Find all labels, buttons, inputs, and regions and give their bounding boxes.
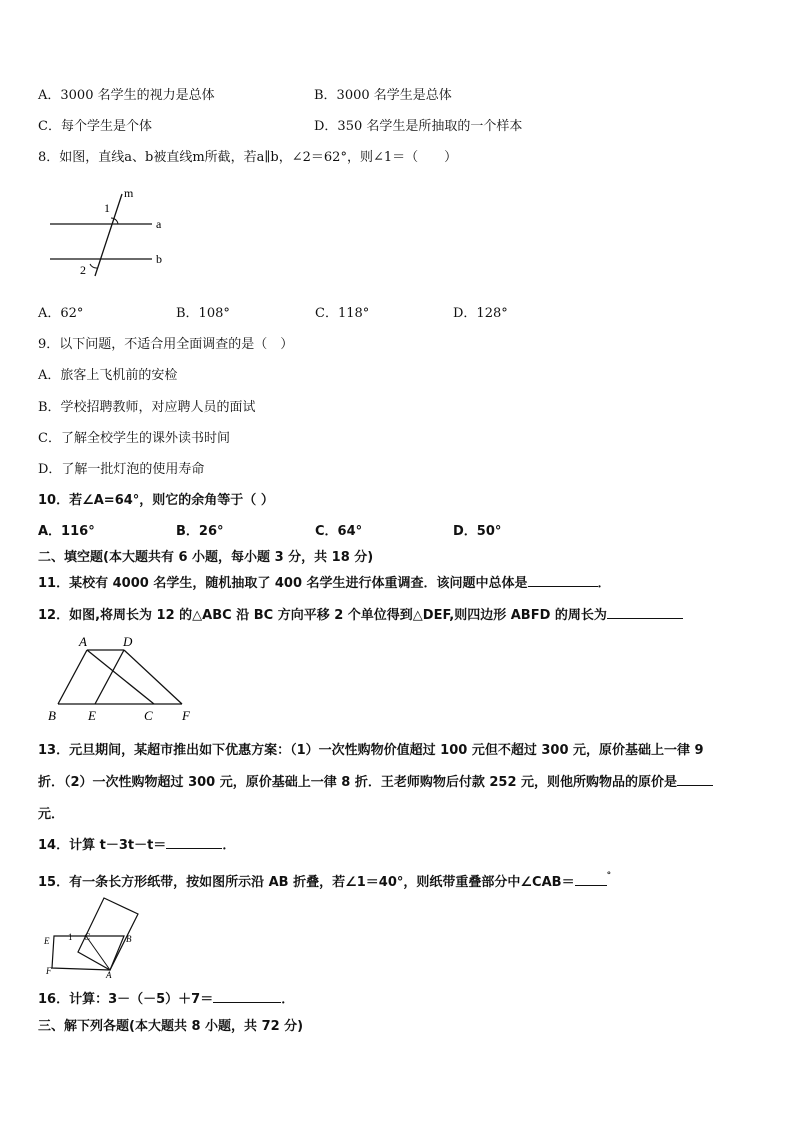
q15-label-c: C (84, 932, 91, 942)
q13-line1: 13．元旦期间，某超市推出如下优惠方案：（1）一次性购物价值超过 100 元但不超过 300 元，原价基础上一律 9 (38, 743, 704, 758)
q16-stem: 16．计算：3－（－5）＋7＝ (38, 992, 214, 1007)
q12-label-d: D (123, 634, 133, 649)
q9-option-b: B．学校招聘教师，对应聘人员的面试 (38, 400, 256, 415)
q14-stem: 14．计算 t－3t－t＝ (38, 838, 167, 853)
q15-label-f: F (46, 966, 52, 976)
q8-option-c: C．118° (315, 306, 370, 321)
q12-label-a: A (79, 634, 87, 649)
section-3-heading: 三、解下列各题(本大题共 8 小题，共 72 分) (38, 1019, 304, 1034)
q11-stem: 11．某校有 4000 名学生，随机抽取了 400 名学生进行体重调查．该问题中总体是 (38, 576, 528, 591)
q8-label-a: a (156, 217, 162, 231)
q7-option-c: C．每个学生是个体 (38, 119, 152, 134)
q11-end: ． (597, 576, 611, 591)
q8-option-d: D．128° (453, 306, 508, 321)
q7-option-d: D．350 名学生是所抽取的一个样本 (314, 119, 523, 134)
q13-line3: 元． (38, 807, 65, 822)
q12-answer-blank[interactable] (607, 606, 683, 619)
q14-text (38, 834, 235, 853)
q15-answer-blank[interactable] (575, 873, 607, 886)
q15-figure (40, 894, 150, 980)
q8-stem: 8．如图，直线a、b被直线m所截，若a∥b，∠2＝62°，则∠1＝（ ） (38, 150, 458, 165)
q8-option-a: A．62° (38, 306, 84, 321)
q12-stem: 12．如图,将周长为 12 的△ABC 沿 BC 方向平移 2 个单位得到△DEF,则四边形 ABFD 的周长为 (38, 608, 607, 623)
q12-text (38, 604, 683, 623)
q15-label-b: B (126, 934, 132, 944)
q13-line2-wrap (38, 771, 713, 790)
q8-label-b: b (156, 252, 162, 266)
q14-end: ． (222, 838, 236, 853)
q16-text (38, 988, 294, 1007)
section-2-heading: 二、填空题(本大题共有 6 小题，每小题 3 分，共 18 分) (38, 550, 374, 565)
q12-label-e: E (88, 708, 96, 723)
q9-stem: 9．以下问题，不适合用全面调查的是（ ） (38, 337, 294, 352)
q10-option-a: A．116° (38, 524, 95, 539)
q12-figure (44, 632, 204, 724)
q10-option-d: D．50° (453, 524, 502, 539)
q15-label-e: E (44, 936, 50, 946)
q11-answer-blank[interactable] (528, 574, 598, 587)
q8-figure (40, 180, 180, 280)
q13-answer-blank[interactable] (677, 773, 713, 786)
q13-line2: 折．（2）一次性购物超过 300 元，原价基础上一律 8 折．王老师购物后付款 252 元，则他所购物品的原价是 (38, 775, 678, 790)
q15-label-a: A (106, 970, 112, 980)
q9-option-a: A．旅客上飞机前的安检 (38, 368, 178, 383)
q10-option-b: B．26° (176, 524, 224, 539)
q8-label-m: m (124, 186, 134, 200)
q7-option-a: A．3000 名学生的视力是总体 (38, 88, 215, 103)
q15-end: ° (606, 871, 612, 881)
q16-answer-blank[interactable] (213, 990, 281, 1003)
q12-label-c: C (144, 708, 153, 723)
q10-option-c: C．64° (315, 524, 363, 539)
q8-label-angle2: 2 (80, 263, 86, 277)
q7-option-b: B．3000 名学生是总体 (314, 88, 452, 103)
q11-text (38, 572, 611, 591)
q16-end: ． (281, 992, 295, 1007)
q8-option-b: B．108° (176, 306, 230, 321)
q9-option-c: C．了解全校学生的课外读书时间 (38, 431, 230, 446)
q12-label-b: B (48, 708, 56, 723)
q15-text (38, 871, 611, 890)
q15-stem: 15．有一条长方形纸带，按如图所示沿 AB 折叠，若∠1＝40°，则纸带重叠部分中∠CAB＝ (38, 875, 575, 890)
q8-label-angle1: 1 (104, 201, 110, 215)
q10-stem: 10．若∠A=64°，则它的余角等于（ ） (38, 493, 274, 508)
q12-label-f: F (182, 708, 190, 723)
q9-option-d: D．了解一批灯泡的使用寿命 (38, 462, 205, 477)
q14-answer-blank[interactable] (166, 836, 222, 849)
q15-label-1: 1 (68, 932, 73, 942)
